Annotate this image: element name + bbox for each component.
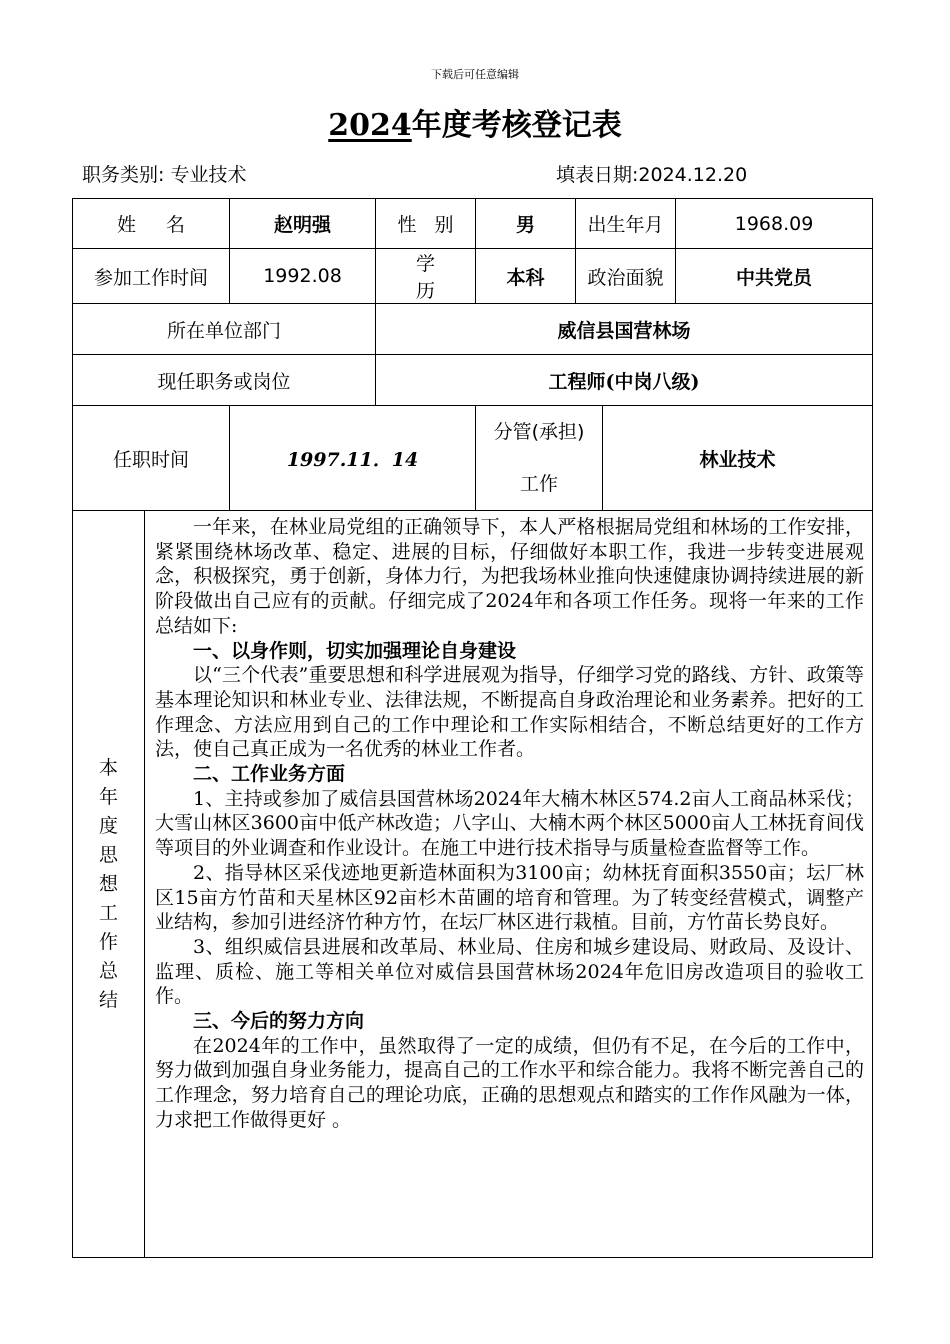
summary-side-label: 本年度思想工作总结: [98, 756, 118, 1011]
political-value: 中共党员: [676, 249, 873, 304]
registration-form: [72, 198, 873, 1258]
work-start-label: 参加工作时间: [73, 249, 230, 304]
header-note: 下载后可任意编辑: [431, 68, 519, 81]
title-text: 年度考核登记表: [411, 108, 622, 143]
education-label: 学历: [376, 249, 476, 304]
summary-heading: 二、工作业务方面: [193, 763, 346, 786]
job-category: 职务类别: 专业技术: [82, 164, 247, 186]
name-label: 姓名: [73, 199, 230, 249]
summary-paragraph: 3、组织威信县进展和改革局、林业局、住房和城乡建设局、财政局、及设计、监理、质检、施工等相关单位对威信县国营林场2024年危旧房改造项目的验收工作。: [155, 935, 865, 1008]
summary-body: [145, 511, 873, 1258]
political-label: 政治面貌: [576, 249, 676, 304]
summary-paragraph: 一年来，在林业局党组的正确领导下，本人严格根据局党组和林场的工作安排，紧紧围绕林场改革、稳定、进展的目标，仔细做好本职工作，我进一步转变进展观念，积极探究，勇于创新，身体力行，为把我场林业推向快速健康协调持续进展的新阶段做出自己应有的贡献。仔细完成了2024年和各项工作任务。现将一年来的工作总结如下:: [155, 516, 865, 637]
gender-value: 男: [476, 199, 576, 249]
name-value: 赵明强: [230, 199, 376, 249]
unit-label: 所在单位部门: [73, 304, 376, 355]
charge-label-line-1: 分管(承担): [493, 421, 585, 443]
summary-paragraph: 在2024年的工作中，虽然取得了一定的成绩，但仍有不足，在今后的工作中，努力做到加强自身业务能力，提高自己的工作水平和综合能力。我将不断完善自己的工作理念，努力培育自己的理论功底，正确的思想观点和踏实的工作作风融为一体，力求把工作做得更好 。: [155, 1034, 865, 1131]
summary-paragraph: 2、指导林区采伐迹地更新造林面积为3100亩；幼林抚育面积3550亩；坛厂林区15亩方竹苗和天星林区92亩杉木苗圃的培育和管理。为了转变经营模式，调整产业结构，参加引进经济竹种方竹，在坛厂林区进行栽植。目前，方竹苗长势良好。: [155, 861, 865, 934]
title-year: 2024: [328, 108, 412, 143]
birth-value: 1968.09: [676, 199, 873, 249]
gender-label: 性别: [376, 199, 476, 249]
tenure-label: 任职时间: [73, 406, 230, 511]
form-row-3: [73, 304, 873, 355]
summary-side-cell: [73, 511, 145, 1258]
position-value: 工程师(中岗八级): [376, 355, 873, 406]
form-row-2: [73, 249, 873, 304]
charge-label-line-2: 工作: [520, 473, 559, 495]
meta-row: [82, 160, 872, 186]
form-row-4: [73, 355, 873, 406]
work-start-value: 1992.08: [230, 249, 376, 304]
tenure-value: 1997.11．14: [230, 406, 476, 511]
education-value: 本科: [476, 249, 576, 304]
fill-date: 填表日期:2024.12.20: [556, 164, 748, 186]
form-row-5: [73, 406, 873, 511]
summary-paragraph: 1、主持或参加了威信县国营林场2024年大楠木林区574.2亩人工商品林采伐；大雪山林区3600亩中低产林改造；八字山、大楠木两个林区5000亩人工林抚育间伐等项目的外业调查和作业设计。在施工中进行技术指导与质量检查监督等工作。: [155, 787, 865, 860]
form-row-1: [73, 199, 873, 249]
position-label: 现任职务或岗位: [73, 355, 376, 406]
summary-heading: 一、以身作则，切实加强理论自身建设: [193, 639, 517, 662]
birth-label: 出生年月: [576, 199, 676, 249]
summary-heading: 三、今后的努力方向: [193, 1010, 365, 1033]
charge-label: [476, 406, 603, 511]
form-row-summary: [73, 511, 873, 1258]
charge-value: 林业技术: [603, 406, 873, 511]
document-title: [0, 100, 950, 144]
unit-value: 威信县国营林场: [376, 304, 873, 355]
summary-paragraph: 以“三个代表”重要思想和科学进展观为指导，仔细学习党的路线、方针、政策等基本理论知识和林业专业、法律法规，不断提高自身政治理论和业务素养。把好的工作理念、方法应用到自己的工作中理论和工作实际相结合，不断总结更好的工作方法，使自己真正成为一名优秀的林业工作者。: [155, 664, 865, 761]
